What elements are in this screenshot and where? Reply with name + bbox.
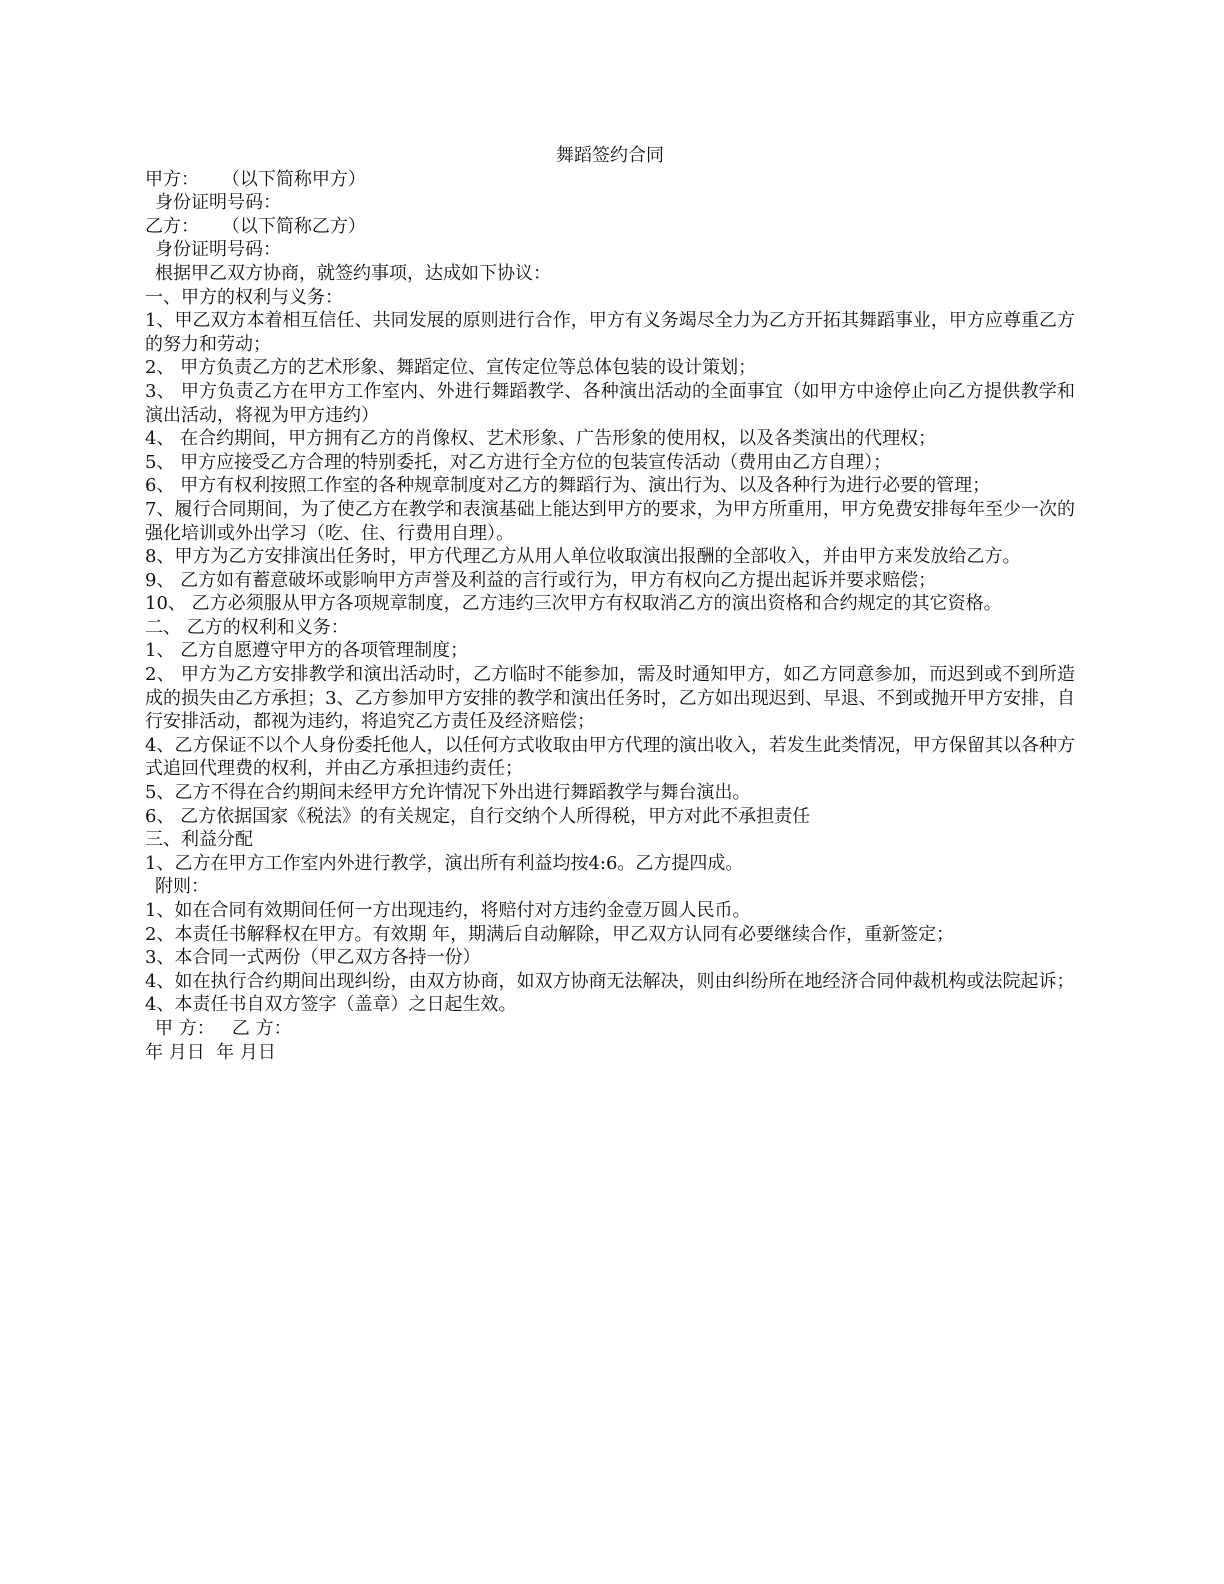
clause: 2、本责任书解释权在甲方。有效期 年，期满后自动解除，甲乙双方认同有必要继续合作，重新签定； [145,923,955,945]
preamble: 根据甲乙双方协商，就签约事项，达成如下协议： [155,262,551,284]
clause: 4、如在执行合约期间出现纠纷，由双方协商，如双方协商无法解决，则由纠纷所在地经济合同仲裁机构或法院起诉； [145,970,1075,992]
clause: 2、 甲方负责乙方的艺术形象、舞蹈定位、宣传定位等总体包装的设计策划； [145,357,757,379]
signature-dates: 年 月日 年 月日 [145,1041,276,1063]
clause: 3、 甲方负责乙方在甲方工作室内、外进行舞蹈教学、各种演出活动的全面事宜（如甲方中途停止向乙方提供教学和演出活动，将视为甲方违约） [145,380,1075,426]
clause: 9、 乙方如有蓄意破坏或影响甲方声誉及利益的言行或行为，甲方有权向乙方提出起诉并要求赔偿； [145,569,937,591]
clause: 6、 乙方依据国家《税法》的有关规定，自行交纳个人所得税，甲方对此不承担责任 [145,805,811,827]
signature-parties: 甲 方： 乙 方： [155,1017,292,1039]
clause: 4、乙方保证不以个人身份委托他人，以任何方式收取由甲方代理的演出收入，若发生此类情况，甲方保留其以各种方式追回代理费的权利，并由乙方承担违约责任； [145,734,1075,780]
clause: 1、甲乙双方本着相互信任、共同发展的原则进行合作，甲方有义务竭尽全力为乙方开拓其舞蹈事业，甲方应尊重乙方的努力和劳动； [145,310,1075,355]
section-3-heading: 三、利益分配 [145,829,253,851]
clause: 3、本合同一式两份（甲乙双方各持一份） [145,947,481,969]
party-a-line: 甲方： （以下简称甲方） [145,168,366,190]
clause: 5、 甲方应接受乙方合理的特别委托，对乙方进行全方位的包装宣传活动（费用由乙方自理）； [145,451,892,473]
clause: 5、乙方不得在合约期间未经甲方允许情况下外出进行舞蹈教学与舞台演出。 [145,782,751,804]
contract-document [145,144,1075,1064]
clause: 4、本责任书自双方签字（盖章）之日起生效。 [145,994,517,1016]
section-2-heading: 二、 乙方的权利和义务： [145,616,349,638]
clause: 4、 在合约期间，甲方拥有乙方的肖像权、艺术形象、广告形象的使用权，以及各类演出的代理权； [145,428,937,450]
clause: 1、乙方在甲方工作室内外进行教学，演出所有利益均按4:6。乙方提四成。 [145,852,744,874]
party-b-id-line: 身份证明号码： [155,239,281,261]
appendix-heading: 附则： [155,876,209,898]
section-1-heading: 一、甲方的权利与义务： [145,286,343,308]
party-b-line: 乙方： （以下简称乙方） [145,215,366,237]
document-title: 舞蹈签约合同 [556,145,664,166]
clause: 6、 甲方有权利按照工作室的各种规章制度对乙方的舞蹈行为、演出行为、以及各种行为进行必要的管理； [145,475,991,497]
clause: 1、 乙方自愿遵守甲方的各项管理制度； [145,640,469,662]
clause: 1、如在合同有效期间任何一方出现违约，将赔付对方违约金壹万圆人民币。 [145,900,751,921]
clause: 8、甲方为乙方安排演出任务时，甲方代理乙方从用人单位收取演出报酬的全部收入，并由甲方来发放给乙方。 [145,546,1021,568]
clause: 7、履行合同期间，为了使乙方在教学和表演基础上能达到甲方的要求，为甲方所重用，甲方免费安排每年至少一次的强化培训或外出学习（吃、住、行费用自理）。 [145,498,1075,544]
party-a-id-line: 身份证明号码： [155,192,281,214]
clause: 10、 乙方必须服从甲方各项规章制度，乙方违约三次甲方有权取消乙方的演出资格和合约规定的其它资格。 [145,593,1002,615]
clause: 2、 甲方为乙方安排教学和演出活动时，乙方临时不能参加，需及时通知甲方，如乙方同意参加，而迟到或不到所造成的损失由乙方承担；3、乙方参加甲方安排的教学和演出任务时，乙方如出现迟到、早退、不到或抛开甲方安排，自行安排活动，都视为违约，将追究乙方责任及经济赔偿； [145,664,1075,733]
